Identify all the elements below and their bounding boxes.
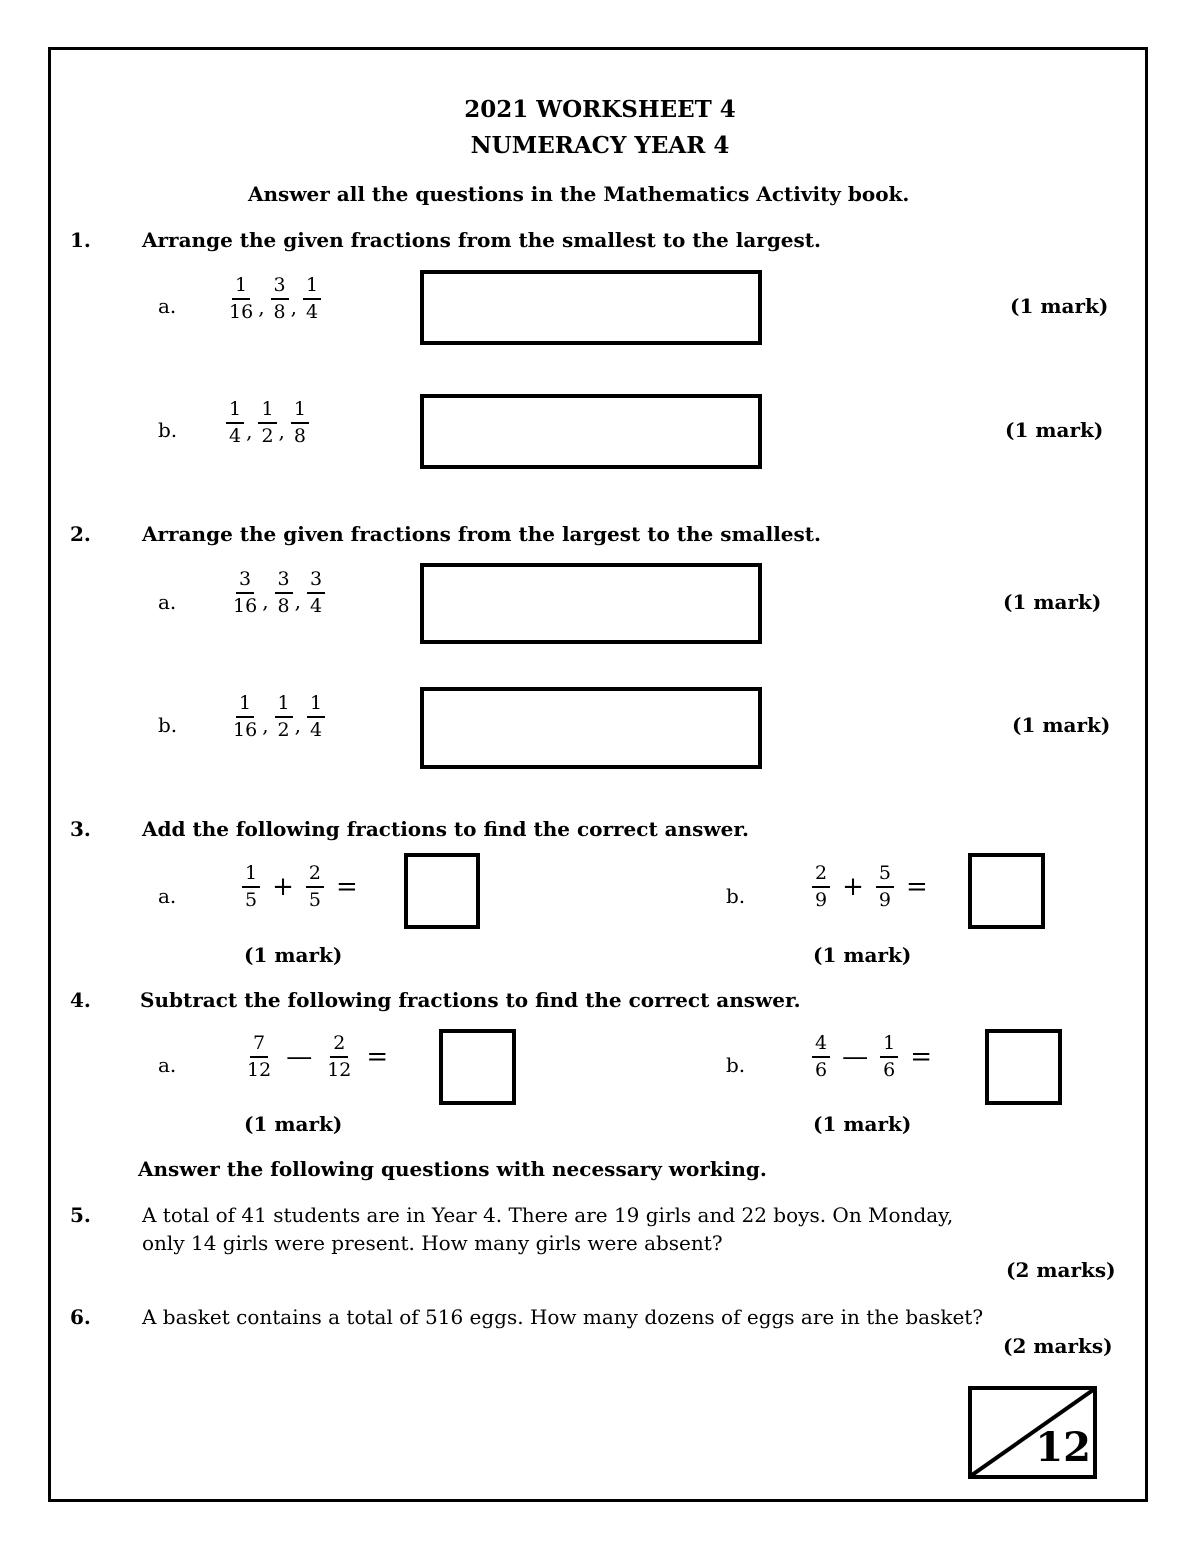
fraction: $\frac{2}{5}$ <box>306 864 324 910</box>
q5-number: 5. <box>70 1203 91 1227</box>
q4a-answer-box[interactable] <box>439 1029 516 1105</box>
q1a-label: a. <box>158 294 177 318</box>
q2b-mark: (1 mark) <box>1012 713 1111 737</box>
q4a-mark: (1 mark) <box>244 1112 343 1136</box>
q2a-answer-box[interactable] <box>420 563 762 644</box>
q3-number: 3. <box>70 817 91 841</box>
fraction: $\frac{1}{4}$ <box>226 400 244 446</box>
q6-number: 6. <box>70 1305 91 1329</box>
q3b-mark: (1 mark) <box>813 943 912 967</box>
q4-number: 4. <box>70 988 91 1012</box>
q6-mark: (2 marks) <box>1003 1334 1113 1358</box>
q4b-expression: $\frac{4}{6}$ — $\frac{1}{6}$ = <box>810 1034 942 1080</box>
q2a-fractions: $\frac{3}{16}$ , $\frac{3}{8}$ , $\frac{3}{4}$ <box>228 570 327 616</box>
q1a-answer-box[interactable] <box>420 270 762 345</box>
q4b-label: b. <box>726 1053 746 1077</box>
q4a-expression: $\frac{7}{12}$ — $\frac{2}{12}$ = <box>242 1034 398 1080</box>
fraction: $\frac{1}{4}$ <box>307 694 325 740</box>
fraction: $\frac{1}{16}$ <box>233 692 258 741</box>
fraction: $\frac{4}{6}$ <box>812 1034 830 1080</box>
q3b-expression: $\frac{2}{9}$ + $\frac{5}{9}$ = <box>810 864 938 910</box>
q5-text-line2: only 14 girls were present. How many girls were absent? <box>142 1231 723 1255</box>
working-instruction: Answer the following questions with necessary working. <box>138 1157 767 1181</box>
q4-text: Subtract the following fractions to find the correct answer. <box>140 988 801 1012</box>
fraction: $\frac{2}{9}$ <box>812 864 830 910</box>
q2b-label: b. <box>158 713 178 737</box>
fraction: $\frac{3}{8}$ <box>271 276 289 322</box>
q1b-label: b. <box>158 418 178 442</box>
fraction: $\frac{3}{4}$ <box>307 570 325 616</box>
q2-text: Arrange the given fractions from the largest to the smallest. <box>142 522 821 546</box>
score-total: 12 <box>1035 1424 1091 1471</box>
fraction: $\frac{1}{2}$ <box>275 694 293 740</box>
fraction: $\frac{2}{12}$ <box>327 1032 352 1081</box>
worksheet-subtitle: NUMERACY YEAR 4 <box>470 132 730 159</box>
q4b-answer-box[interactable] <box>985 1029 1062 1105</box>
q3a-expression: $\frac{1}{5}$ + $\frac{2}{5}$ = <box>240 864 368 910</box>
q1-number: 1. <box>70 228 91 252</box>
q3a-mark: (1 mark) <box>244 943 343 967</box>
q3a-label: a. <box>158 884 177 908</box>
q1-text: Arrange the given fractions from the smallest to the largest. <box>142 228 821 252</box>
fraction: $\frac{5}{9}$ <box>876 864 894 910</box>
q2a-mark: (1 mark) <box>1003 590 1102 614</box>
fraction: $\frac{3}{8}$ <box>275 570 293 616</box>
q2-number: 2. <box>70 522 91 546</box>
q1a-mark: (1 mark) <box>1010 294 1109 318</box>
q1a-fractions: $\frac{1}{16}$ , $\frac{3}{8}$ , $\frac{1}{4}$ <box>224 276 323 322</box>
q5-mark: (2 marks) <box>1006 1258 1116 1282</box>
fraction: $\frac{1}{5}$ <box>242 864 260 910</box>
q6-text: A basket contains a total of 516 eggs. How many dozens of eggs are in the basket? <box>142 1305 984 1329</box>
fraction: $\frac{7}{12}$ <box>247 1032 272 1081</box>
q5-text-line1: A total of 41 students are in Year 4. There are 19 girls and 22 boys. On Monday, <box>142 1203 954 1227</box>
general-instruction: Answer all the questions in the Mathematics Activity book. <box>248 182 910 206</box>
q4b-mark: (1 mark) <box>813 1112 912 1136</box>
q1b-answer-box[interactable] <box>420 394 762 469</box>
q2b-fractions: $\frac{1}{16}$ , $\frac{1}{2}$ , $\frac{1}{4}$ <box>228 694 327 740</box>
worksheet-title: 2021 WORKSHEET 4 <box>464 96 736 123</box>
q3a-answer-box[interactable] <box>404 853 480 929</box>
q4a-label: a. <box>158 1053 177 1077</box>
q2b-answer-box[interactable] <box>420 687 762 769</box>
worksheet-border <box>48 47 1148 1502</box>
fraction: $\frac{1}{8}$ <box>291 400 309 446</box>
fraction: $\frac{3}{16}$ <box>233 568 258 617</box>
fraction: $\frac{1}{16}$ <box>229 274 254 323</box>
q3-text: Add the following fractions to find the correct answer. <box>142 817 750 841</box>
q3b-label: b. <box>726 884 746 908</box>
fraction: $\frac{1}{6}$ <box>880 1034 898 1080</box>
fraction: $\frac{1}{2}$ <box>258 400 276 446</box>
q1b-fractions: $\frac{1}{4}$ , $\frac{1}{2}$ , $\frac{1}{8}$ <box>224 400 311 446</box>
q2a-label: a. <box>158 590 177 614</box>
q1b-mark: (1 mark) <box>1005 418 1104 442</box>
fraction: $\frac{1}{4}$ <box>303 276 321 322</box>
q3b-answer-box[interactable] <box>968 853 1045 929</box>
score-box[interactable] <box>968 1386 1097 1479</box>
